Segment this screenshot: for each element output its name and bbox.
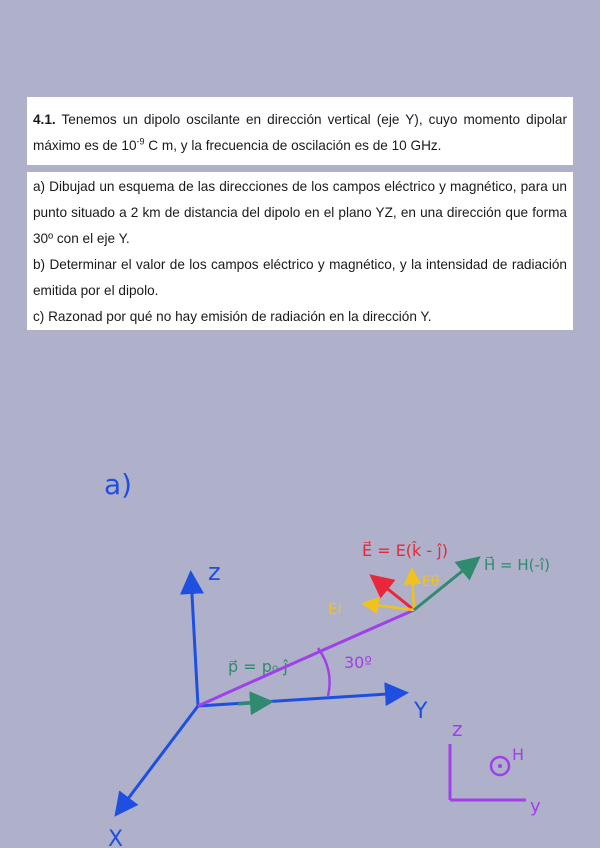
question-c: c) Razonad por qué no hay emisión de radiación en la dirección Y. xyxy=(33,309,432,324)
problem-statement xyxy=(27,97,573,165)
dipole-arrow xyxy=(238,702,268,704)
e-theta-label: Eθ xyxy=(422,574,440,590)
y-axis xyxy=(198,693,403,706)
problem-text xyxy=(33,107,567,159)
angle-label: 30º xyxy=(344,653,372,672)
handwritten-sketch xyxy=(0,440,600,848)
x-axis-label: X xyxy=(108,827,124,848)
question-b: b) Determinar el valor de los campos eléctrico y magnético, y la intensidad de radiación emitida por el dipolo. xyxy=(33,257,567,298)
y-axis-label: Y xyxy=(414,699,428,724)
dipole-label: p⃗ = p₀ ĵ xyxy=(228,657,288,676)
e-field-label: E⃗ = E(k̂ - ĵ) xyxy=(362,541,448,560)
z-axis xyxy=(191,576,198,706)
problem-text-start: Tenemos un dipolo oscilante en dirección vertical (eje Y), cuyo momento dipolar máximo es de 10 xyxy=(33,112,567,153)
inset-z-label: z xyxy=(452,717,463,741)
e-theta-arrow xyxy=(412,572,414,610)
problem-text-end: C m, y la frecuencia de oscilación es de 10 GHz. xyxy=(144,138,442,153)
inset-y-label: y xyxy=(530,796,541,817)
x-axis xyxy=(118,706,198,812)
angle-arc xyxy=(318,648,330,696)
problem-number: 4.1. xyxy=(33,112,56,127)
z-axis-label: z xyxy=(208,558,221,586)
questions-box xyxy=(27,172,573,330)
exponent: -9 xyxy=(136,136,145,147)
e-i-label: Ei xyxy=(328,600,342,618)
out-of-page-dot-icon xyxy=(498,764,502,768)
question-a: a) Dibujad un esquema de las direcciones de los campos eléctrico y magnético, para un punto situado a 2 km de distancia del dipolo en el plano YZ, en una dirección que forma 30º con el eje Y. xyxy=(33,179,567,246)
part-a-label: a) xyxy=(104,468,133,501)
inset-h-label: H xyxy=(512,745,525,764)
h-field-label: H⃗ = H(-î) xyxy=(484,556,550,574)
